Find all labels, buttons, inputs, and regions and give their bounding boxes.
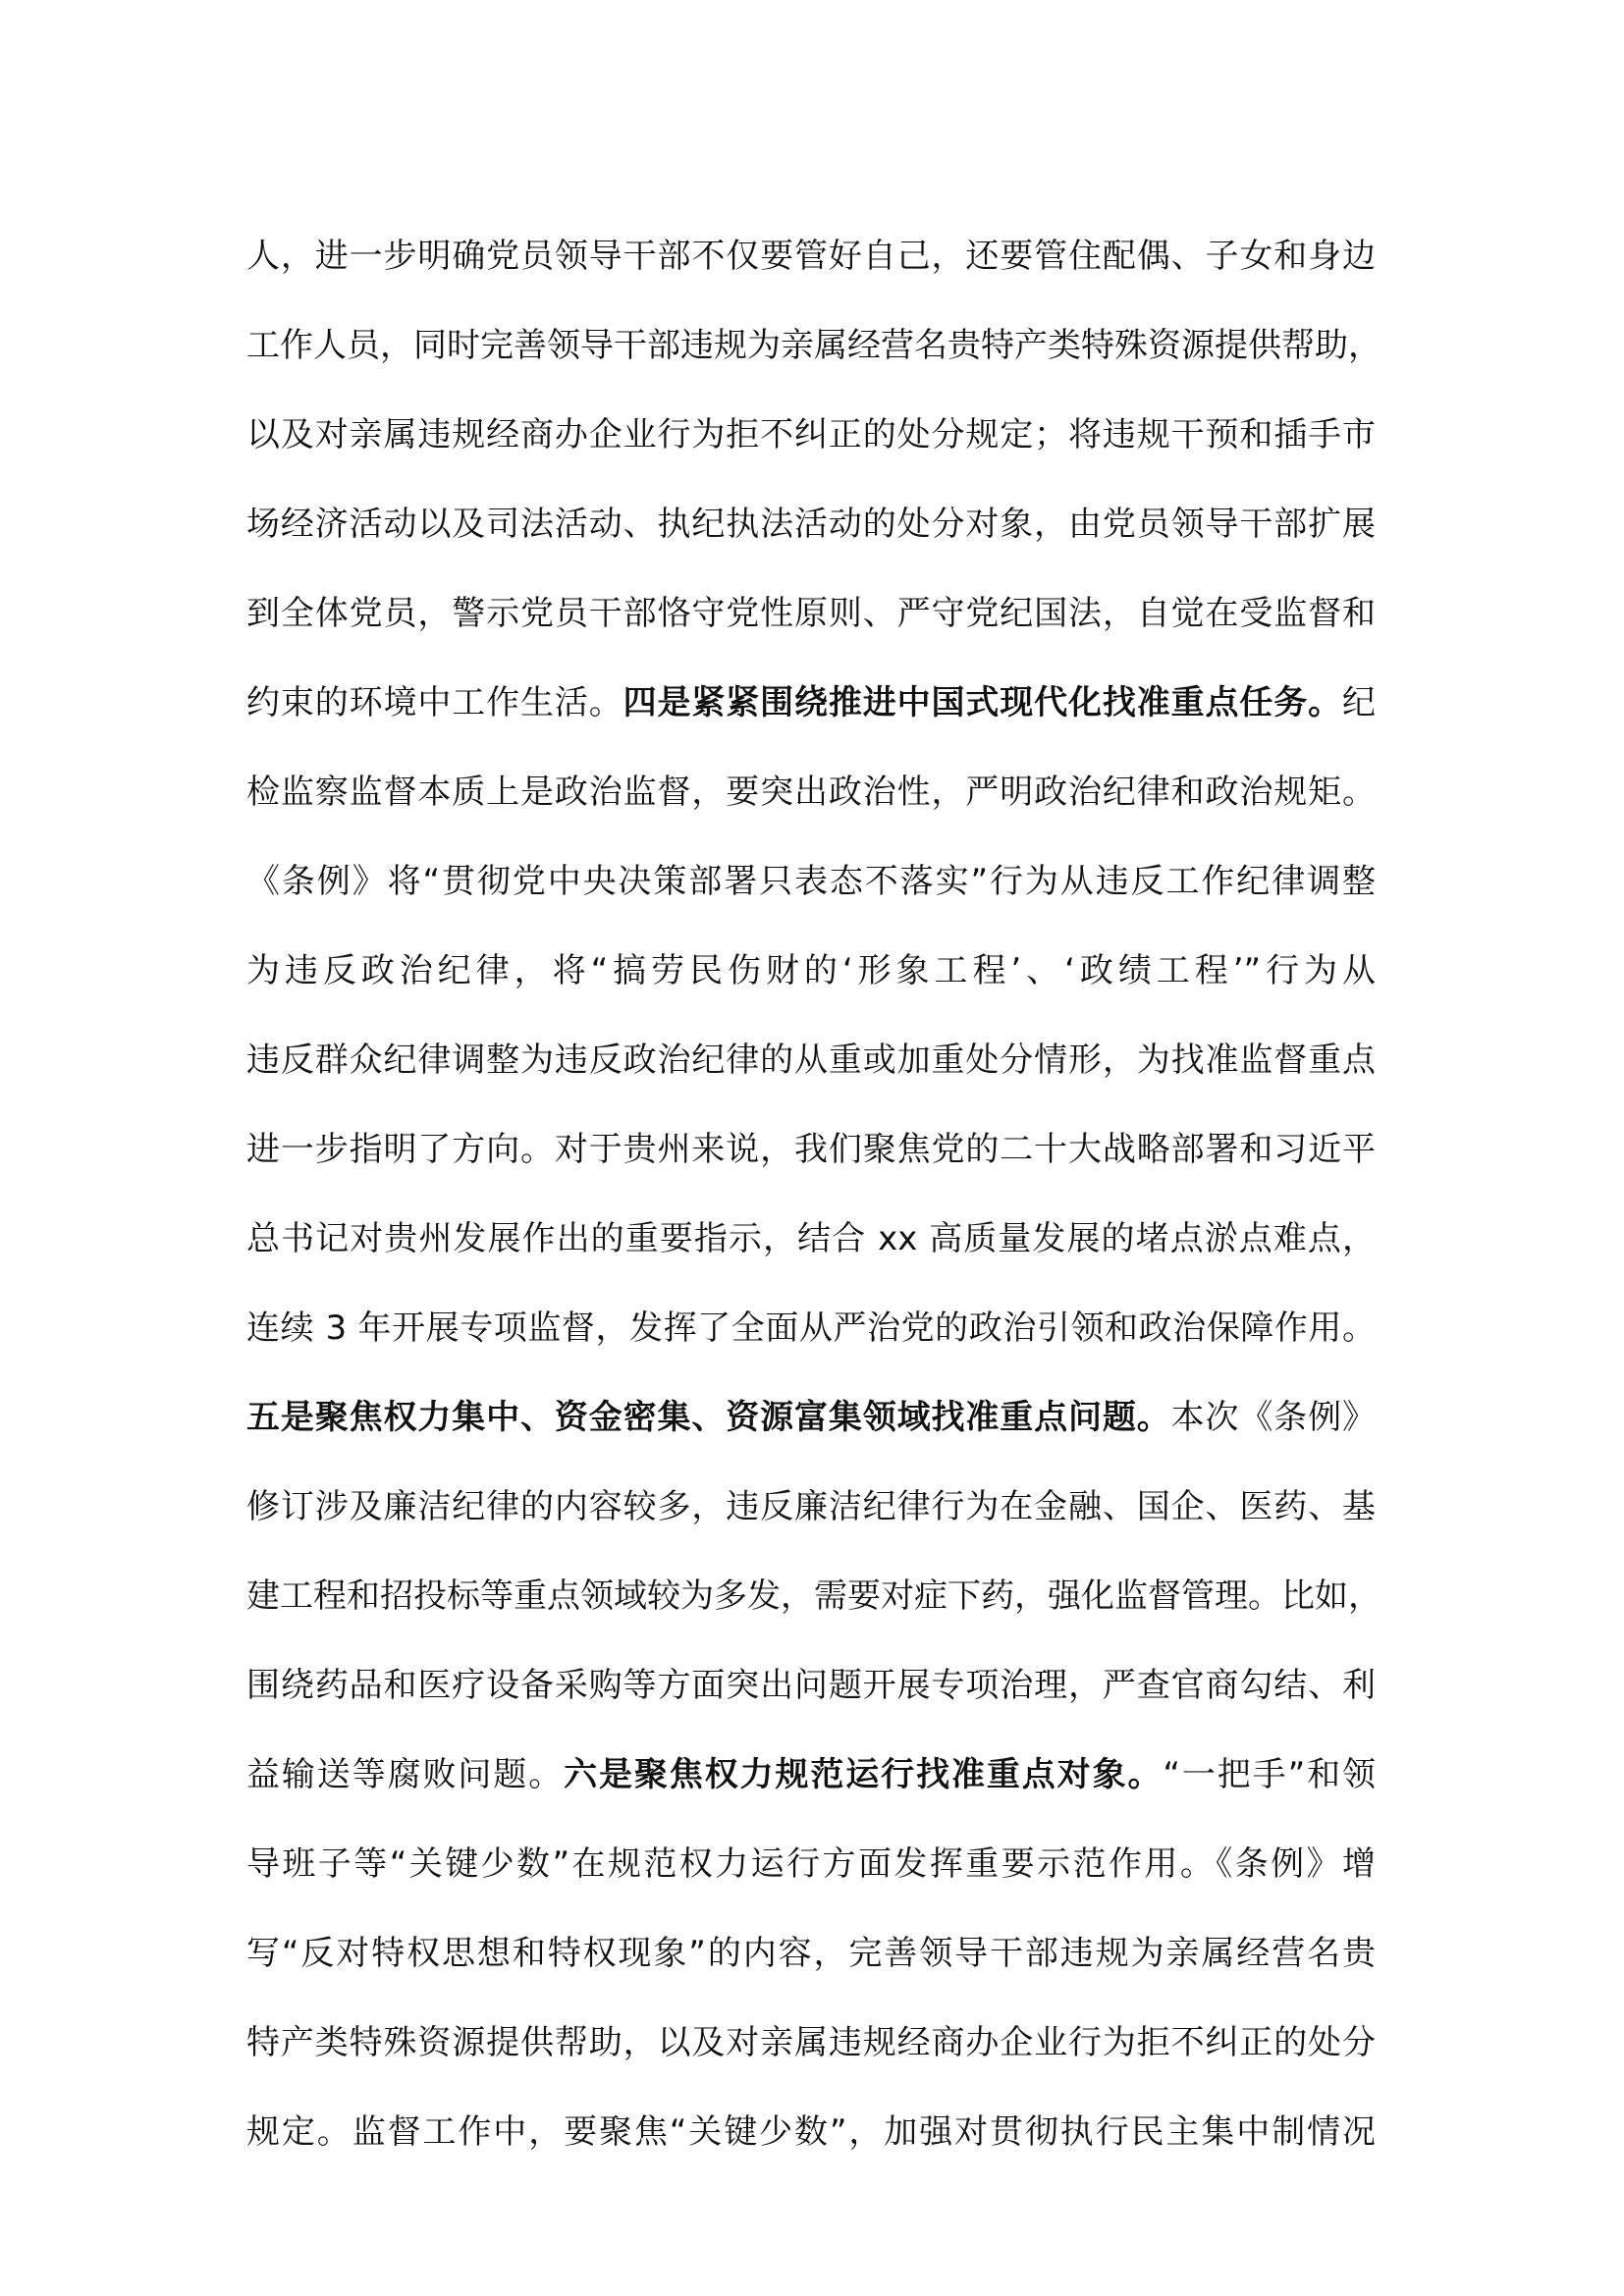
body-text: “一把手”和领: [1163, 1755, 1376, 1794]
body-text: 修订涉及廉洁纪律的内容较多，违反廉洁纪律行为在金融、国企、医药、基: [246, 1487, 1376, 1526]
document-body: [246, 212, 1381, 2177]
text-line: [246, 391, 1376, 480]
text-line: [246, 569, 1376, 659]
text-line: [246, 1999, 1376, 2088]
text-line: [246, 1463, 1376, 1552]
body-text: 总书记对贵州发展作出的重要指示，结合 xx 高质量发展的堵点淤点难点，: [246, 1219, 1376, 1258]
body-text: 连续 3 年开展专项监督，发挥了全面从严治党的政治引领和政治保障作用。: [246, 1308, 1376, 1348]
text-line: [246, 1731, 1376, 1820]
body-text: 建工程和招投标等重点领域较为多发，需要对症下药，强化监督管理。比如，: [246, 1576, 1381, 1616]
body-text: 特产类特殊资源提供帮助，以及对亲属违规经商办企业行为拒不纠正的处分: [246, 2023, 1376, 2062]
body-text: 规定。监督工作中，要聚焦“关键少数”，加强对贯彻执行民主集中制情况: [246, 2112, 1376, 2152]
text-line: [246, 301, 1381, 391]
bold-heading-text: 六是聚焦权力规范运行找准重点对象。: [564, 1755, 1164, 1794]
text-line: [246, 1820, 1376, 1909]
text-line: [246, 1016, 1376, 1105]
body-text: 导班子等“关键少数”在规范权力运行方面发挥重要示范作用。《条例》增: [246, 1844, 1376, 1884]
body-text: 为违反政治纪律，将“搞劳民伤财的‘形象工程’、‘政绩工程’”行为从: [246, 951, 1376, 990]
text-line: [246, 1641, 1376, 1731]
bold-heading-text: 四是紧紧围绕推进中国式现代化找准重点任务。: [623, 683, 1342, 722]
body-text: 纪: [1342, 683, 1376, 722]
text-line: [246, 748, 1376, 837]
text-line: [246, 1552, 1381, 1641]
body-text: 写“反对特权思想和特权现象”的内容，完善领导干部违规为亲属经营名贵: [246, 1934, 1376, 1973]
body-text: 场经济活动以及司法活动、执纪执法活动的处分对象，由党员领导干部扩展: [246, 505, 1376, 544]
text-line: [246, 2088, 1376, 2177]
text-line: [246, 837, 1376, 927]
text-line: [246, 1195, 1376, 1284]
text-line: [246, 1909, 1376, 1999]
body-text: 进一步指明了方向。对于贵州来说，我们聚焦党的二十大战略部署和习近平: [246, 1130, 1376, 1169]
text-line: [246, 1373, 1376, 1463]
text-line: [246, 659, 1376, 748]
body-text: 益输送等腐败问题。: [246, 1755, 565, 1794]
body-text: 以及对亲属违规经商办企业行为拒不纠正的处分规定；将违规干预和插手市: [246, 415, 1376, 454]
bold-heading-text: 五是聚焦权力集中、资金密集、资源富集领域找准重点问题。: [246, 1398, 1171, 1437]
text-line: [246, 927, 1376, 1016]
body-text: 本次《条例》: [1170, 1398, 1376, 1437]
body-text: 检监察监督本质上是政治监督，要突出政治性，严明政治纪律和政治规矩。: [246, 773, 1376, 812]
text-line: [246, 1284, 1376, 1373]
body-text: 围绕药品和医疗设备采购等方面突出问题开展专项治理，严查官商勾结、利: [246, 1666, 1376, 1705]
body-text: 约束的环境中工作生活。: [246, 683, 623, 722]
body-text: 人，进一步明确党员领导干部不仅要管好自己，还要管住配偶、子女和身边: [246, 237, 1376, 276]
text-line: [246, 212, 1376, 301]
body-text: 工作人员，同时完善领导干部违规为亲属经营名贵特产类特殊资源提供帮助，: [246, 326, 1381, 365]
text-line: [246, 480, 1376, 569]
body-text: 《条例》将“贯彻党中央决策部署只表态不落实”行为从违反工作纪律调整: [246, 862, 1376, 901]
text-line: [246, 1105, 1376, 1195]
body-text: 违反群众纪律调整为违反政治纪律的从重或加重处分情形，为找准监督重点: [246, 1041, 1376, 1080]
body-text: 到全体党员，警示党员干部恪守党性原则、严守党纪国法，自觉在受监督和: [246, 594, 1376, 633]
